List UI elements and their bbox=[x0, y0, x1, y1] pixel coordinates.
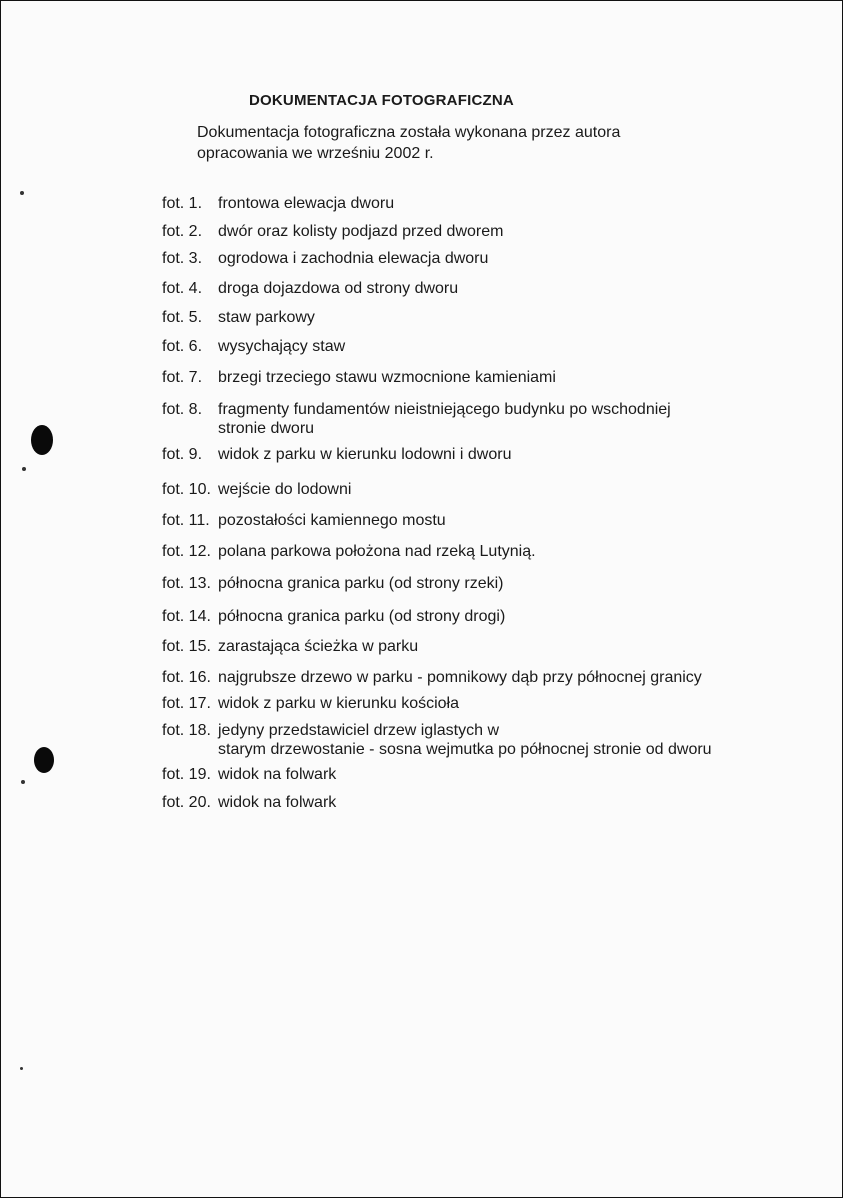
photo-description bbox=[218, 368, 556, 387]
photo-description-line: widok na folwark bbox=[218, 794, 337, 811]
photo-list-item bbox=[162, 721, 712, 759]
photo-description bbox=[218, 308, 315, 327]
photo-description bbox=[218, 337, 345, 356]
scan-speck bbox=[22, 467, 26, 471]
photo-description-line: widok na folwark bbox=[218, 766, 337, 783]
photo-list-item bbox=[162, 668, 702, 687]
photo-number: fot. 14. bbox=[162, 608, 211, 625]
photo-description bbox=[218, 607, 505, 626]
photo-list-item bbox=[162, 368, 556, 387]
scan-speck bbox=[20, 1067, 23, 1070]
photo-number: fot. 19. bbox=[162, 766, 211, 783]
scan-speck bbox=[20, 191, 24, 195]
photo-description bbox=[218, 511, 446, 530]
photo-list-item bbox=[162, 694, 459, 713]
photo-number: fot. 9. bbox=[162, 446, 203, 463]
photo-description-line: ogrodowa i zachodnia elewacja dworu bbox=[218, 250, 489, 267]
photo-number: fot. 6. bbox=[162, 338, 203, 355]
photo-number: fot. 16. bbox=[162, 669, 211, 686]
photo-description bbox=[218, 721, 712, 759]
photo-list-item bbox=[162, 793, 336, 812]
photo-list-item bbox=[162, 400, 671, 438]
photo-description bbox=[218, 400, 671, 438]
photo-number: fot. 10. bbox=[162, 481, 211, 498]
photo-number: fot. 8. bbox=[162, 401, 203, 418]
photo-description-line: stronie dworu bbox=[218, 420, 315, 437]
photo-description-line: starym drzewostanie - sosna wejmutka po północnej stronie od dworu bbox=[218, 741, 712, 758]
photo-description-line: staw parkowy bbox=[218, 309, 315, 326]
photo-description-line: droga dojazdowa od strony dworu bbox=[218, 280, 459, 297]
photo-description bbox=[218, 574, 503, 593]
photo-number: fot. 18. bbox=[162, 722, 211, 739]
photo-description-line: najgrubsze drzewo w parku - pomnikowy dąb przy północnej granicy bbox=[218, 669, 702, 686]
photo-description-line: pozostałości kamiennego mostu bbox=[218, 512, 446, 529]
scan-speck bbox=[21, 780, 25, 784]
photo-number: fot. 7. bbox=[162, 369, 203, 386]
photo-description-line: polana parkowa położona nad rzeką Lutynią. bbox=[218, 543, 536, 560]
photo-number: fot. 20. bbox=[162, 794, 211, 811]
photo-number: fot. 12. bbox=[162, 543, 211, 560]
photo-number: fot. 4. bbox=[162, 280, 203, 297]
photo-description-line: dwór oraz kolisty podjazd przed dworem bbox=[218, 223, 504, 240]
photo-description-line: brzegi trzeciego stawu wzmocnione kamieniami bbox=[218, 369, 556, 386]
punch-hole-top bbox=[31, 425, 53, 455]
photo-number: fot. 5. bbox=[162, 309, 203, 326]
photo-description-line: jedyny przedstawiciel drzew iglastych w bbox=[218, 722, 499, 739]
photo-list-item bbox=[162, 511, 446, 530]
intro-line: Dokumentacja fotograficzna została wykonana przez autora bbox=[197, 124, 621, 141]
photo-number: fot. 15. bbox=[162, 638, 211, 655]
photo-number: fot. 2. bbox=[162, 223, 203, 240]
photo-number: fot. 3. bbox=[162, 250, 203, 267]
photo-list-item bbox=[162, 445, 511, 464]
photo-description bbox=[218, 249, 488, 268]
photo-list-item bbox=[162, 279, 458, 298]
photo-list-item bbox=[162, 480, 351, 499]
photo-description-line: frontowa elewacja dworu bbox=[218, 195, 395, 212]
photo-description-line: widok z parku w kierunku lodowni i dworu bbox=[218, 446, 512, 463]
photo-list-item bbox=[162, 337, 345, 356]
photo-list-item bbox=[162, 249, 488, 268]
photo-description bbox=[218, 765, 336, 784]
photo-number: fot. 1. bbox=[162, 195, 203, 212]
photo-description-line: zarastająca ścieżka w parku bbox=[218, 638, 419, 655]
punch-hole-bottom bbox=[34, 747, 54, 773]
photo-description-line: wejście do lodowni bbox=[218, 481, 352, 498]
photo-number: fot. 17. bbox=[162, 695, 211, 712]
photo-description-line: północna granica parku (od strony rzeki) bbox=[218, 575, 504, 592]
intro-line: opracowania we wrześniu 2002 r. bbox=[197, 145, 434, 162]
photo-number: fot. 11. bbox=[162, 512, 210, 529]
photo-description bbox=[218, 668, 702, 687]
photo-list-item bbox=[162, 194, 394, 213]
photo-description-line: fragmenty fundamentów nieistniejącego budynku po wschodniej bbox=[218, 401, 671, 418]
photo-description bbox=[218, 542, 536, 561]
document-title: DOKUMENTACJA FOTOGRAFICZNA bbox=[249, 92, 514, 109]
photo-list-item bbox=[162, 765, 336, 784]
photo-list-item bbox=[162, 222, 503, 241]
photo-description bbox=[218, 279, 458, 298]
photo-description-line: wysychający staw bbox=[218, 338, 346, 355]
photo-list-item bbox=[162, 607, 505, 626]
photo-list-item bbox=[162, 308, 315, 327]
intro-paragraph bbox=[197, 122, 717, 164]
photo-description bbox=[218, 480, 351, 499]
photo-description-line: widok z parku w kierunku kościoła bbox=[218, 695, 459, 712]
photo-description bbox=[218, 637, 418, 656]
photo-list-item bbox=[162, 542, 536, 561]
photo-description bbox=[218, 222, 503, 241]
photo-list-item bbox=[162, 637, 418, 656]
photo-description bbox=[218, 445, 511, 464]
photo-list-item bbox=[162, 574, 503, 593]
photo-description bbox=[218, 194, 394, 213]
photo-number: fot. 13. bbox=[162, 575, 211, 592]
photo-description-line: północna granica parku (od strony drogi) bbox=[218, 608, 506, 625]
photo-description bbox=[218, 694, 459, 713]
photo-description bbox=[218, 793, 336, 812]
